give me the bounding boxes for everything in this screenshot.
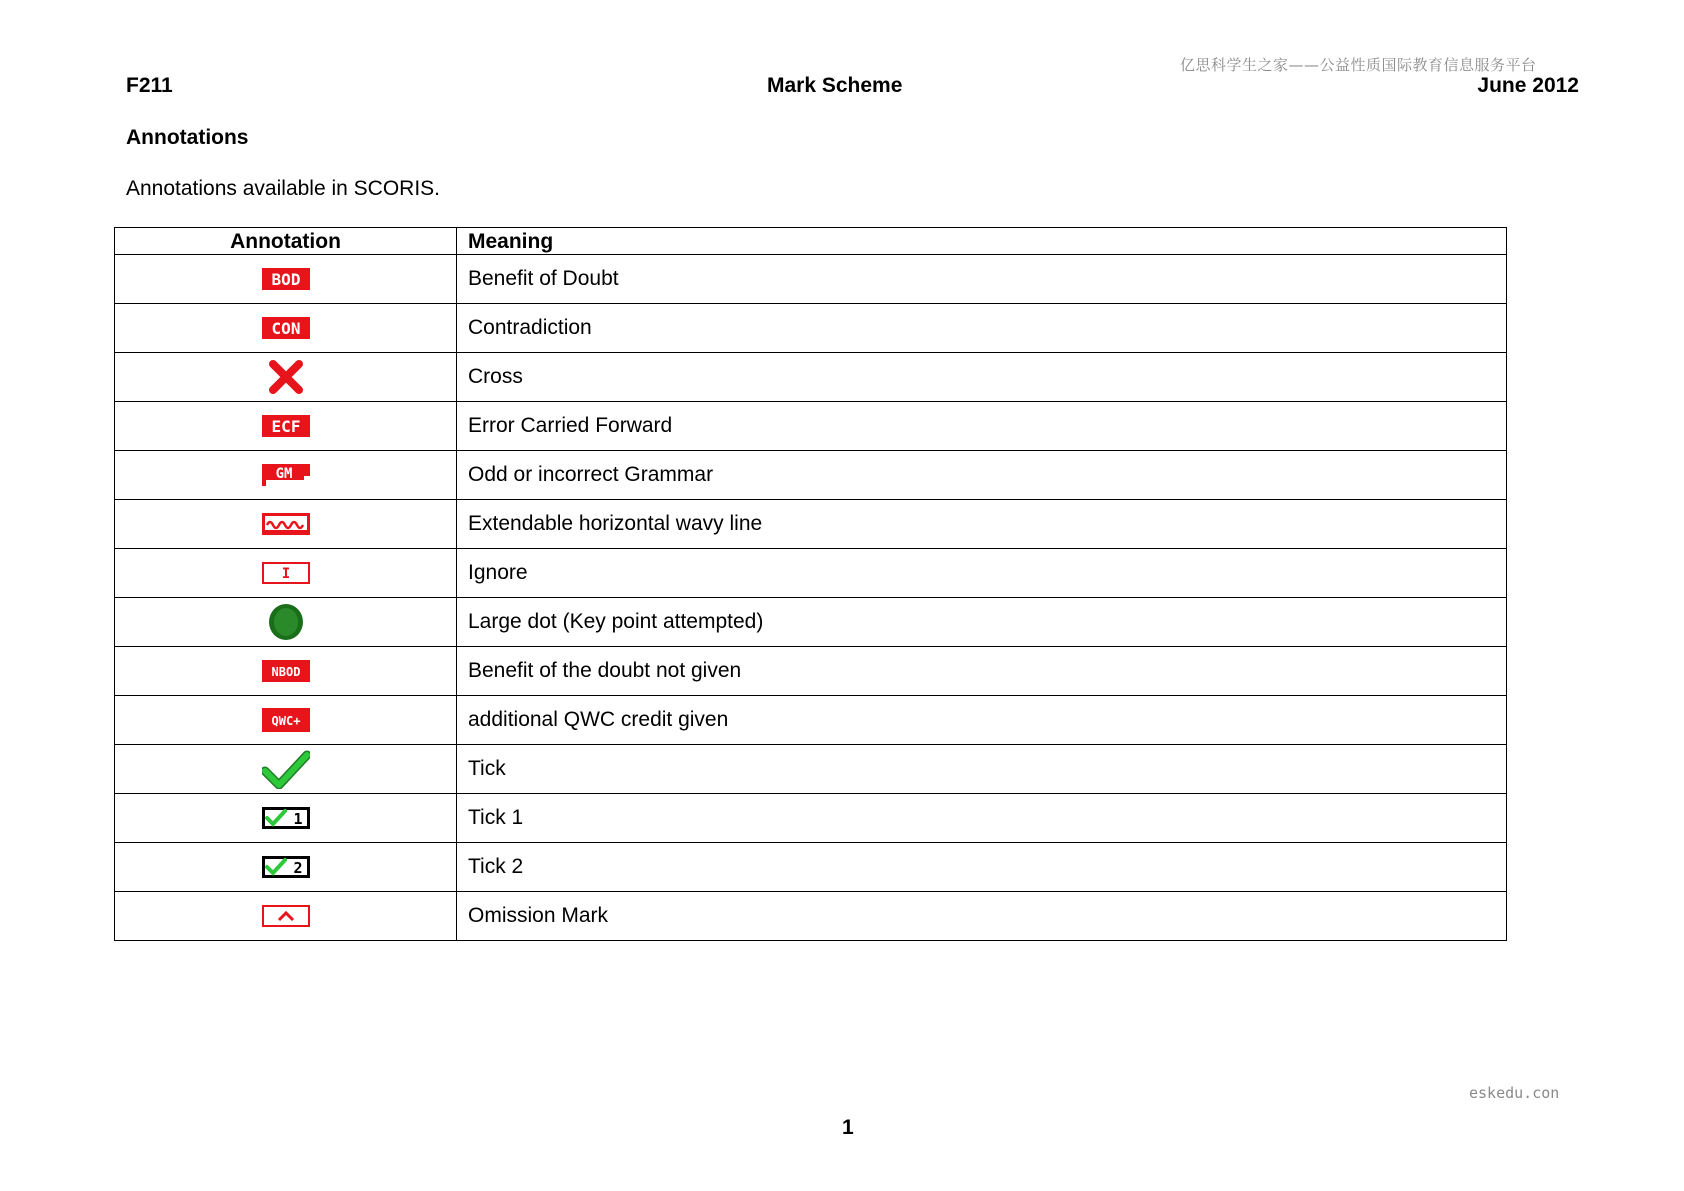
meaning-cell: Tick 2: [457, 843, 1507, 892]
header-paper-code: F211: [126, 74, 173, 97]
meaning-cell: Tick 1: [457, 794, 1507, 843]
meaning-cell: additional QWC credit given: [457, 696, 1507, 745]
qwc-plus-icon: [262, 708, 310, 732]
column-header-meaning: Meaning: [457, 228, 1507, 255]
table-row: [115, 402, 1507, 451]
table-row: [115, 451, 1507, 500]
meaning-cell: Benefit of the doubt not given: [457, 647, 1507, 696]
page-number: 1: [842, 1116, 854, 1139]
section-heading: Annotations: [126, 126, 249, 149]
meaning-cell: Omission Mark: [457, 892, 1507, 941]
svg-text:ECF: ECF: [271, 417, 300, 437]
large-dot-icon: [267, 602, 305, 642]
watermark-bottom: eskedu.con: [1469, 1084, 1560, 1102]
svg-text:CON: CON: [271, 319, 300, 339]
header-title: Mark Scheme: [767, 74, 903, 97]
header-date: June 2012: [1477, 74, 1579, 97]
table-row: [115, 745, 1507, 794]
omission-mark-icon: [262, 905, 310, 927]
table-row: [115, 794, 1507, 843]
tick-icon: [262, 749, 310, 789]
bod-icon: [262, 268, 310, 290]
table-row: [115, 647, 1507, 696]
meaning-cell: Extendable horizontal wavy line: [457, 500, 1507, 549]
ignore-icon: [262, 562, 310, 584]
meaning-cell: Tick: [457, 745, 1507, 794]
meaning-cell: Large dot (Key point attempted): [457, 598, 1507, 647]
gm-icon: [262, 464, 310, 486]
meaning-cell: Cross: [457, 353, 1507, 402]
watermark-top: 亿思科学生之家——公益性质国际教育信息服务平台: [1180, 56, 1537, 74]
table-row: [115, 696, 1507, 745]
con-icon: [262, 317, 310, 339]
table-row: [115, 353, 1507, 402]
svg-text:I: I: [281, 566, 290, 583]
meaning-cell: Ignore: [457, 549, 1507, 598]
tick-1-icon: [262, 807, 310, 829]
table-header-row: [115, 228, 1507, 255]
nbod-icon: [262, 660, 310, 682]
table-row: [115, 500, 1507, 549]
meaning-cell: Odd or incorrect Grammar: [457, 451, 1507, 500]
table-row: [115, 304, 1507, 353]
meaning-cell: Benefit of Doubt: [457, 255, 1507, 304]
table-row: [115, 598, 1507, 647]
svg-text:BOD: BOD: [271, 270, 300, 290]
meaning-cell: Error Carried Forward: [457, 402, 1507, 451]
table-row: [115, 549, 1507, 598]
annotations-table: [114, 227, 1507, 941]
svg-text:2: 2: [292, 859, 303, 878]
svg-text:NBOD: NBOD: [271, 665, 300, 680]
meaning-cell: Contradiction: [457, 304, 1507, 353]
intro-text: Annotations available in SCORIS.: [126, 177, 441, 200]
svg-text:GM: GM: [275, 466, 292, 483]
table-row: [115, 843, 1507, 892]
ecf-icon: [262, 415, 310, 437]
wavy-line-icon: [262, 513, 310, 535]
column-header-annotation: Annotation: [115, 228, 457, 255]
tick-2-icon: [262, 856, 310, 878]
svg-text:1: 1: [292, 810, 303, 829]
cross-icon: [268, 359, 304, 395]
svg-text:QWC+: QWC+: [271, 714, 300, 729]
table-row: [115, 255, 1507, 304]
table-row: [115, 892, 1507, 941]
